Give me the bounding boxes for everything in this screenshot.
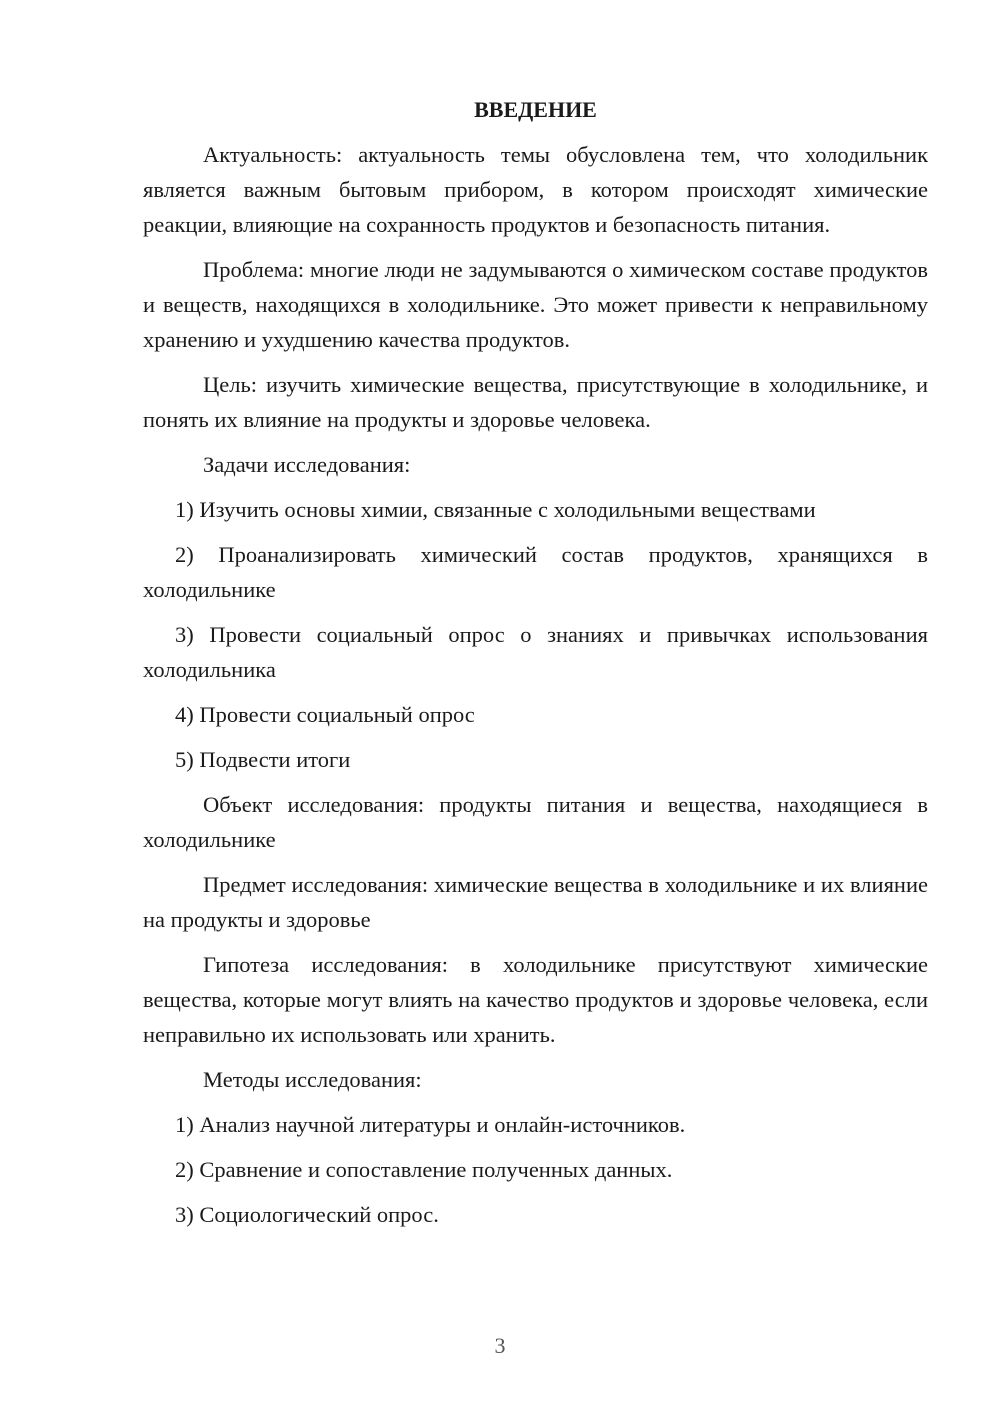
paragraph-subject: Предмет исследования: химические вещества в холодильнике и их влияние на продукты и здоровье bbox=[143, 872, 928, 932]
document-body bbox=[143, 92, 928, 1242]
paragraph-methods-heading: Методы исследования: bbox=[203, 1067, 422, 1092]
page-number: 3 bbox=[494, 1333, 506, 1358]
paragraph-hypothesis: Гипотеза исследования: в холодильнике присутствуют химические вещества, которые могут влиять на качество продуктов и здоровье человека, если неправильно их использовать или хранить. bbox=[143, 952, 928, 1047]
method-item: 1) Анализ научной литературы и онлайн-источников. bbox=[175, 1112, 686, 1137]
method-item: 2) Сравнение и сопоставление полученных данных. bbox=[175, 1157, 673, 1182]
method-item: 3) Социологический опрос. bbox=[175, 1202, 439, 1227]
paragraph-goal: Цель: изучить химические вещества, присутствующие в холодильнике, и понять их влияние на продукты и здоровье человека. bbox=[143, 372, 928, 432]
paragraph-object: Объект исследования: продукты питания и вещества, находящиеся в холодильнике bbox=[143, 792, 928, 852]
task-item: 1) Изучить основы химии, связанные с холодильными веществами bbox=[175, 497, 816, 522]
paragraph-tasks-heading: Задачи исследования: bbox=[203, 452, 411, 477]
section-title: ВВЕДЕНИЕ bbox=[474, 97, 597, 122]
task-item: 4) Провести социальный опрос bbox=[175, 702, 475, 727]
paragraph-relevance: Актуальность: актуальность темы обусловлена тем, что холодильник является важным бытовым прибором, в котором происходят химические реакции, влияющие на сохранность продуктов и безопасность питания. bbox=[143, 142, 928, 237]
task-item: 2) Проанализировать химический состав продуктов, хранящихся в холодильнике bbox=[143, 542, 928, 602]
task-item: 3) Провести социальный опрос о знаниях и привычках использования холодильника bbox=[143, 622, 928, 682]
task-item: 5) Подвести итоги bbox=[175, 747, 351, 772]
paragraph-problem: Проблема: многие люди не задумываются о химическом составе продуктов и веществ, находящихся в холодильнике. Это может привести к неправильному хранению и ухудшению качества продуктов. bbox=[143, 257, 928, 352]
